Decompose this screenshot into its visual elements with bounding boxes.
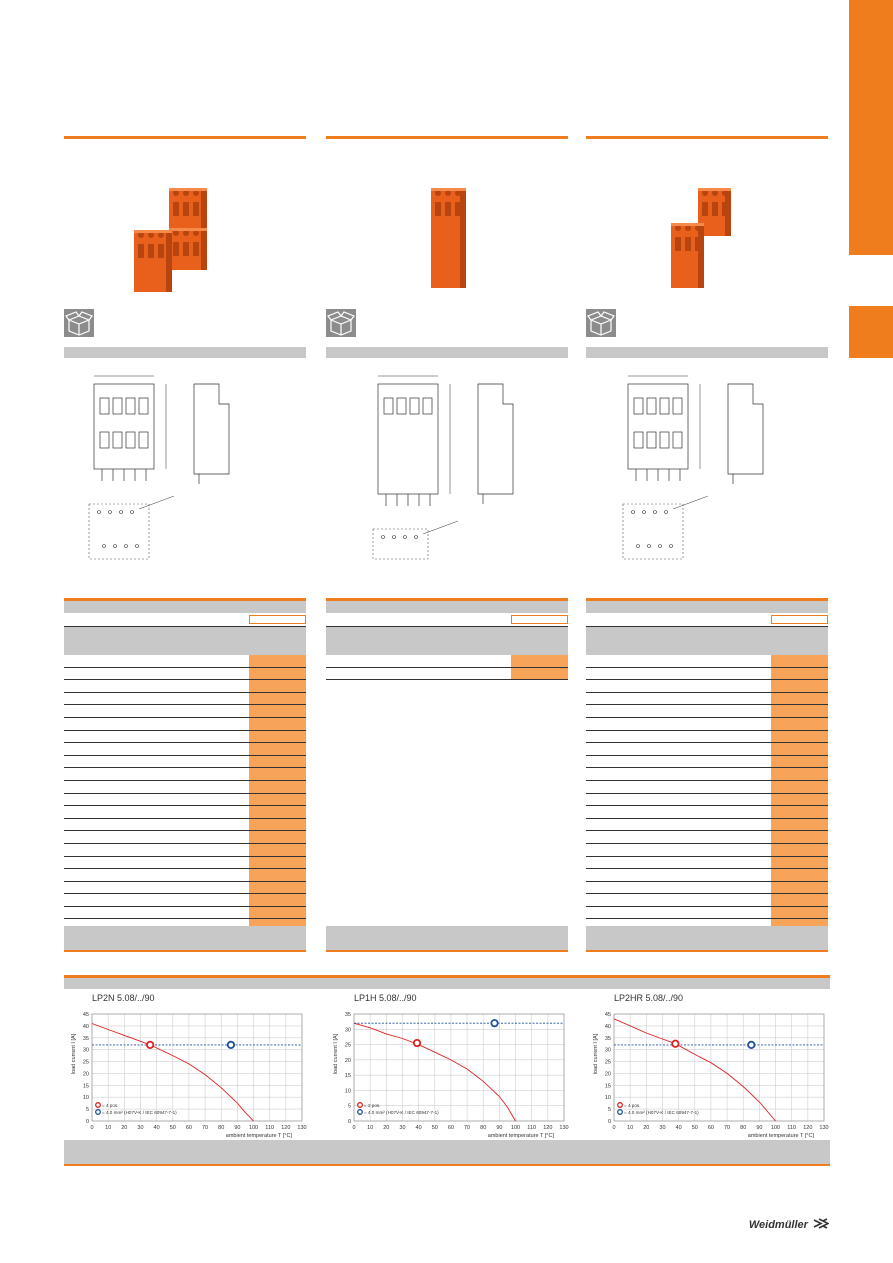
- table-order-cell: [249, 768, 306, 780]
- table-order-cell: [771, 907, 828, 919]
- y-axis-label: load current I [A]: [593, 1033, 599, 1075]
- y-tick-label: 5: [607, 1107, 611, 1114]
- table-order-cell: [771, 743, 828, 755]
- table-row: [586, 655, 828, 668]
- y-tick-label: 5: [347, 1103, 351, 1110]
- dimension-drawing: [326, 364, 568, 574]
- y-tick-label: 40: [604, 1023, 611, 1030]
- table-order-cell: [249, 718, 306, 730]
- table-order-cell: [249, 907, 306, 919]
- table-order-cell: [771, 655, 828, 667]
- x-tick-label: 130: [297, 1125, 307, 1131]
- table-row: [586, 857, 828, 870]
- x-tick-label: 100: [510, 1125, 521, 1131]
- y-tick-label: 5: [85, 1107, 89, 1114]
- plot-frame: [92, 1014, 302, 1121]
- table-row: [586, 882, 828, 895]
- legend-blue-label: = 4.0 mm² (H07V-K / IEC 60947-7-1): [624, 1110, 699, 1115]
- x-tick-label: 90: [234, 1125, 241, 1131]
- y-tick-label: 25: [604, 1059, 611, 1066]
- legend-red-marker: [618, 1103, 623, 1108]
- derating-header-bar: [64, 978, 830, 989]
- table-row: [586, 819, 828, 832]
- x-tick-label: 40: [153, 1125, 160, 1131]
- table-order-cell: [771, 831, 828, 843]
- red-marker: [672, 1041, 678, 1047]
- x-tick-label: 60: [185, 1125, 192, 1131]
- plot-frame: [614, 1014, 824, 1121]
- y-tick-label: 30: [604, 1047, 611, 1054]
- x-tick-label: 20: [383, 1125, 390, 1131]
- table-footer-bar: [326, 926, 568, 952]
- x-tick-label: 40: [415, 1125, 422, 1131]
- order-data-table: [64, 598, 306, 932]
- table-order-cell: [511, 668, 568, 680]
- table-subheader-marker: [249, 615, 306, 624]
- product-photo: [124, 178, 254, 308]
- legend-red-label: = 2 pos.: [364, 1103, 381, 1108]
- chart-svg: [64, 993, 308, 1141]
- table-row: [586, 718, 828, 731]
- x-tick-label: 70: [464, 1125, 471, 1131]
- y-tick-label: 35: [604, 1035, 611, 1042]
- table-subheader: [326, 613, 568, 627]
- legend-blue-label: = 4.0 mm² (H07V-K / IEC 60947-7-1): [364, 1110, 439, 1115]
- chart-svg: [326, 993, 570, 1141]
- table-order-cell: [249, 693, 306, 705]
- x-tick-label: 110: [527, 1125, 537, 1131]
- table-row: [586, 869, 828, 882]
- table-row: [586, 680, 828, 693]
- x-tick-label: 100: [248, 1125, 259, 1131]
- table-row: [64, 655, 306, 668]
- x-tick-label: 0: [612, 1125, 616, 1131]
- table-row: [326, 668, 568, 681]
- table-order-cell: [249, 857, 306, 869]
- x-axis-label: ambient temperature T [°C]: [747, 1133, 814, 1139]
- table-subheader-marker: [771, 615, 828, 624]
- table-row: [64, 907, 306, 920]
- x-tick-label: 100: [770, 1125, 781, 1131]
- table-row: [586, 831, 828, 844]
- order-data-table: [326, 598, 568, 680]
- table-order-cell: [249, 655, 306, 667]
- table-row: [64, 806, 306, 819]
- table-order-cell: [771, 768, 828, 780]
- section-tab-lower: [849, 306, 893, 358]
- x-tick-label: 60: [707, 1125, 714, 1131]
- table-grey-band: [586, 627, 828, 655]
- y-tick-label: 10: [344, 1088, 351, 1095]
- table-order-cell: [249, 705, 306, 717]
- table-row: [64, 743, 306, 756]
- table-row: [64, 869, 306, 882]
- table-row: [586, 693, 828, 706]
- column-top-rule: [326, 136, 568, 139]
- table-order-cell: [249, 894, 306, 906]
- table-row: [586, 705, 828, 718]
- table-order-cell: [771, 680, 828, 692]
- table-row: [64, 819, 306, 832]
- y-tick-label: 40: [82, 1023, 89, 1030]
- chart-title: LP1H 5.08/../90: [354, 993, 417, 1003]
- table-order-cell: [771, 819, 828, 831]
- legend-blue-marker: [358, 1110, 363, 1115]
- x-tick-label: 10: [105, 1125, 112, 1131]
- packaging-box-icon: [586, 309, 616, 337]
- table-order-cell: [249, 844, 306, 856]
- table-subheader-marker: [511, 615, 568, 624]
- table-row: [64, 693, 306, 706]
- legend-red-marker: [358, 1103, 363, 1108]
- x-tick-label: 20: [121, 1125, 128, 1131]
- order-data-table: [586, 598, 828, 932]
- derating-chart-3: [586, 993, 830, 1141]
- table-subheader: [586, 613, 828, 627]
- x-axis-label: ambient temperature T [°C]: [487, 1133, 554, 1139]
- y-tick-label: 25: [82, 1059, 89, 1066]
- table-order-cell: [249, 680, 306, 692]
- table-row: [64, 718, 306, 731]
- x-tick-label: 120: [281, 1125, 291, 1131]
- y-tick-label: 30: [82, 1047, 89, 1054]
- table-order-cell: [249, 806, 306, 818]
- y-tick-label: 35: [344, 1012, 351, 1018]
- y-tick-label: 25: [344, 1042, 351, 1049]
- table-order-cell: [771, 844, 828, 856]
- y-tick-label: 20: [604, 1071, 611, 1078]
- table-row: [586, 894, 828, 907]
- y-tick-label: 10: [604, 1095, 611, 1102]
- x-tick-label: 90: [756, 1125, 763, 1131]
- table-order-cell: [249, 781, 306, 793]
- y-tick-label: 15: [82, 1083, 89, 1090]
- plot-frame: [354, 1014, 564, 1121]
- y-tick-label: 20: [82, 1071, 89, 1078]
- table-row: [586, 768, 828, 781]
- y-tick-label: 0: [85, 1119, 89, 1125]
- x-axis-label: ambient temperature T [°C]: [225, 1133, 292, 1139]
- x-tick-label: 110: [787, 1125, 797, 1131]
- table-order-cell: [249, 743, 306, 755]
- table-order-cell: [249, 819, 306, 831]
- legend-red-label: = 4 pos.: [102, 1103, 119, 1108]
- table-row: [64, 668, 306, 681]
- y-axis-label: load current I [A]: [333, 1033, 339, 1075]
- table-order-cell: [249, 882, 306, 894]
- x-tick-label: 10: [627, 1125, 634, 1131]
- table-order-cell: [249, 794, 306, 806]
- table-row: [586, 794, 828, 807]
- drawing-header-bar: [326, 347, 568, 358]
- y-tick-label: 20: [344, 1057, 351, 1064]
- blue-marker: [228, 1042, 234, 1048]
- y-axis-label: load current I [A]: [71, 1033, 77, 1075]
- table-row: [64, 857, 306, 870]
- red-marker: [147, 1042, 153, 1048]
- table-row: [586, 806, 828, 819]
- table-row: [64, 894, 306, 907]
- table-order-cell: [771, 794, 828, 806]
- x-tick-label: 110: [265, 1125, 275, 1131]
- table-order-cell: [771, 806, 828, 818]
- product-column-lp1h: [326, 136, 568, 139]
- product-column-lp2hr: [586, 136, 828, 139]
- table-order-cell: [249, 668, 306, 680]
- table-row: [64, 882, 306, 895]
- x-tick-label: 80: [740, 1125, 747, 1131]
- y-tick-label: 35: [82, 1035, 89, 1042]
- drawing-header-bar: [586, 347, 828, 358]
- legend-blue-label: = 4.0 mm² (H07V-K / IEC 60947-7-1): [102, 1110, 177, 1115]
- x-tick-label: 40: [675, 1125, 682, 1131]
- y-tick-label: 0: [607, 1119, 611, 1125]
- table-order-cell: [771, 693, 828, 705]
- table-footer-bar: [586, 926, 828, 952]
- section-tab-upper: [849, 0, 893, 255]
- chart-title: LP2N 5.08/../90: [92, 993, 155, 1003]
- x-tick-label: 50: [169, 1125, 176, 1131]
- packaging-box-icon: [326, 309, 356, 337]
- blue-marker: [748, 1042, 754, 1048]
- y-tick-label: 0: [347, 1119, 351, 1125]
- table-grey-band: [64, 627, 306, 655]
- y-tick-label: 15: [604, 1083, 611, 1090]
- table-order-cell: [771, 894, 828, 906]
- table-row: [64, 756, 306, 769]
- x-tick-label: 10: [367, 1125, 374, 1131]
- table-grey-band: [326, 627, 568, 655]
- legend-blue-marker: [96, 1110, 101, 1115]
- x-tick-label: 90: [496, 1125, 503, 1131]
- weidmueller-logo: [749, 1218, 829, 1231]
- x-tick-label: 80: [480, 1125, 487, 1131]
- x-tick-label: 50: [431, 1125, 438, 1131]
- dimension-drawing: [586, 364, 828, 574]
- table-order-cell: [511, 655, 568, 667]
- x-tick-label: 20: [643, 1125, 650, 1131]
- table-row: [586, 743, 828, 756]
- table-order-cell: [249, 869, 306, 881]
- x-tick-label: 50: [691, 1125, 698, 1131]
- x-tick-label: 120: [803, 1125, 813, 1131]
- x-tick-label: 30: [137, 1125, 144, 1131]
- product-photo: [386, 178, 516, 308]
- legend-blue-marker: [618, 1110, 623, 1115]
- packaging-box-icon: [64, 309, 94, 337]
- table-row: [586, 844, 828, 857]
- x-tick-label: 0: [90, 1125, 94, 1131]
- derating-chart-1: [64, 993, 308, 1141]
- table-rows: [326, 655, 568, 680]
- x-tick-label: 30: [659, 1125, 666, 1131]
- red-marker: [414, 1040, 420, 1046]
- table-row: [586, 781, 828, 794]
- table-order-cell: [249, 831, 306, 843]
- derating-band: [64, 975, 830, 989]
- table-row: [64, 705, 306, 718]
- table-row: [64, 731, 306, 744]
- table-order-cell: [771, 882, 828, 894]
- table-header-bar: [64, 598, 306, 613]
- table-header-bar: [326, 598, 568, 613]
- table-order-cell: [771, 756, 828, 768]
- table-row: [586, 756, 828, 769]
- x-tick-label: 80: [218, 1125, 225, 1131]
- chart-title: LP2HR 5.08/../90: [614, 993, 684, 1003]
- table-order-cell: [771, 705, 828, 717]
- table-row: [586, 731, 828, 744]
- table-row: [64, 831, 306, 844]
- table-header-bar: [586, 598, 828, 613]
- x-tick-label: 70: [724, 1125, 731, 1131]
- table-row: [64, 680, 306, 693]
- logo-text: Weidmüller: [748, 1219, 808, 1231]
- column-top-rule: [586, 136, 828, 139]
- y-tick-label: 45: [604, 1012, 611, 1018]
- derating-footer-bar: [64, 1140, 830, 1166]
- table-order-cell: [249, 731, 306, 743]
- x-tick-label: 130: [559, 1125, 569, 1131]
- drawing-header-bar: [64, 347, 306, 358]
- y-tick-label: 15: [344, 1073, 351, 1080]
- table-row: [586, 907, 828, 920]
- x-tick-label: 0: [352, 1125, 356, 1131]
- table-row: [326, 655, 568, 668]
- table-order-cell: [249, 756, 306, 768]
- table-row: [64, 768, 306, 781]
- legend-red-marker: [96, 1103, 101, 1108]
- x-tick-label: 30: [399, 1125, 406, 1131]
- table-rows: [586, 655, 828, 932]
- chart-svg: [586, 993, 830, 1141]
- y-tick-label: 10: [82, 1095, 89, 1102]
- product-column-lp2n: [64, 136, 306, 139]
- derating-chart-2: [326, 993, 570, 1141]
- x-tick-label: 120: [543, 1125, 553, 1131]
- table-row: [64, 794, 306, 807]
- table-order-cell: [771, 718, 828, 730]
- y-tick-label: 45: [82, 1012, 89, 1018]
- table-row: [64, 844, 306, 857]
- table-order-cell: [771, 781, 828, 793]
- product-photo: [646, 178, 776, 308]
- table-order-cell: [771, 668, 828, 680]
- dimension-drawing: [64, 364, 306, 574]
- x-tick-label: 60: [447, 1125, 454, 1131]
- x-tick-label: 70: [202, 1125, 209, 1131]
- y-tick-label: 30: [344, 1027, 351, 1034]
- table-footer-bar: [64, 926, 306, 952]
- column-top-rule: [64, 136, 306, 139]
- table-order-cell: [771, 869, 828, 881]
- table-row: [586, 668, 828, 681]
- table-rows: [64, 655, 306, 932]
- blue-marker: [491, 1020, 497, 1026]
- table-row: [64, 781, 306, 794]
- table-order-cell: [771, 731, 828, 743]
- legend-red-label: = 4 pos.: [624, 1103, 641, 1108]
- x-tick-label: 130: [819, 1125, 829, 1131]
- table-order-cell: [771, 857, 828, 869]
- logo-mark-icon: [813, 1218, 829, 1229]
- table-subheader: [64, 613, 306, 627]
